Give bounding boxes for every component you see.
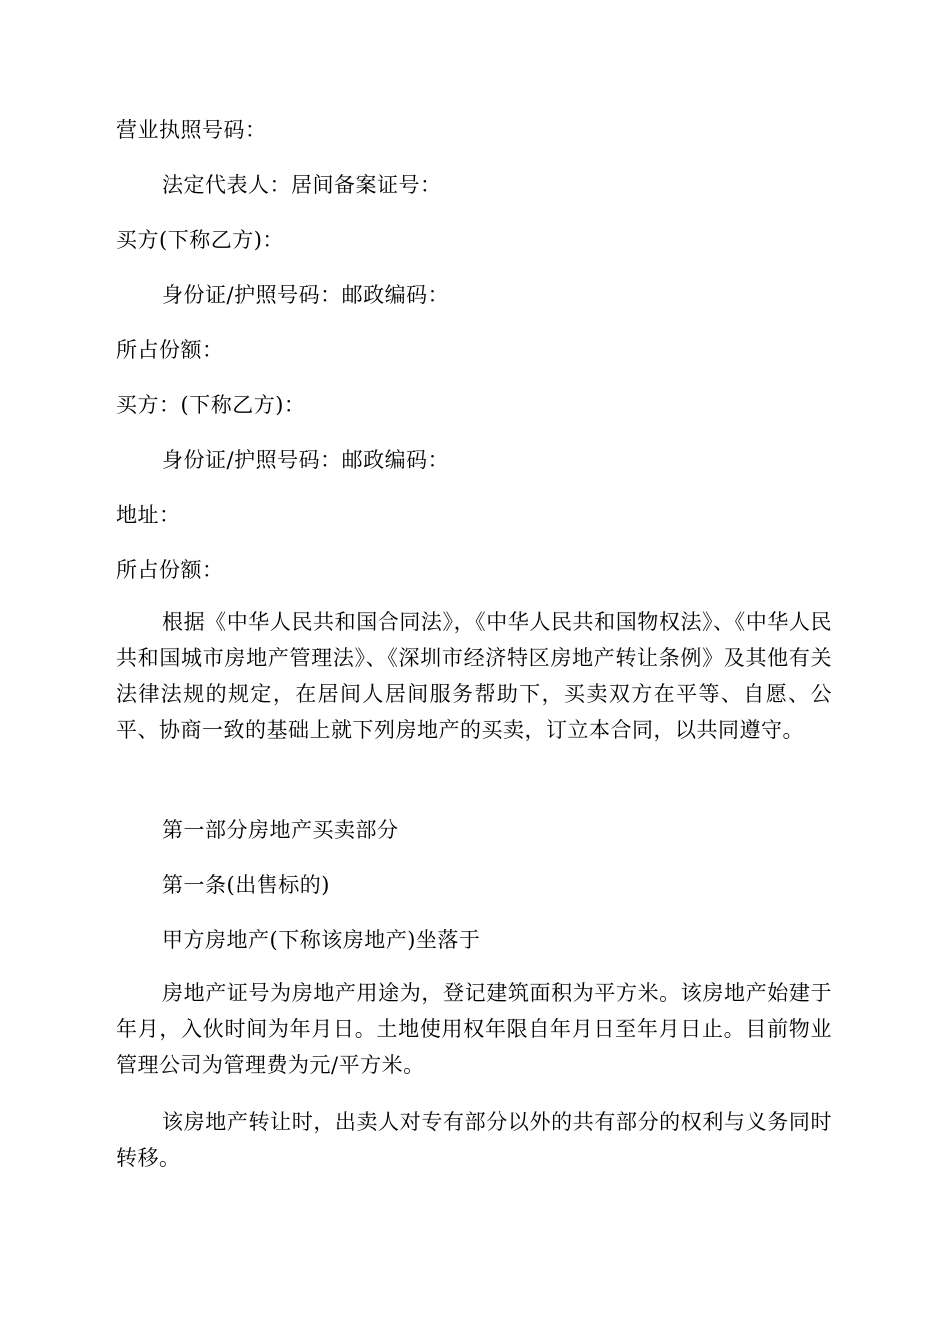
business-license-field: 营业执照号码：	[116, 118, 267, 142]
legal-representative-field: 法定代表人：居间备案证号：	[162, 173, 442, 197]
property-location-line: 甲方房地产(下称该房地产)坐落于	[162, 928, 481, 952]
legal-basis-paragraph: 根据《中华人民共和国合同法》，《中华人民共和国物权法》、《中华人民共和国城市房地产管理法》、《深圳市经济特区房地产转让条例》及其他有关法律法规的规定，在居间人居间服务帮助下，买卖双方在平等、自愿、公平、协商一致的基础上就下列房地产的买卖，订立本合同，以共同遵守。	[116, 610, 832, 742]
article-one-title: 第一条(出售标的)	[162, 873, 330, 897]
common-rights-paragraph: 该房地产转让时，出卖人对专有部分以外的共有部分的权利与义务同时转移。	[116, 1110, 832, 1170]
buyer-one-id-field: 身份证/护照号码：邮政编码：	[162, 283, 450, 307]
property-details-paragraph: 房地产证号为房地产用途为，登记建筑面积为平方米。该房地产始建于年月，入伙时间为年月日。土地使用权年限自年月日至年月日止。目前物业管理公司为管理费为元/平方米。	[116, 981, 832, 1077]
buyer-one-heading: 买方(下称乙方)：	[116, 228, 284, 252]
part-one-title: 第一部分房地产买卖部分	[162, 818, 399, 842]
buyer-two-address-field: 地址：	[116, 503, 181, 527]
buyer-one-share-field: 所占份额：	[116, 338, 224, 362]
buyer-two-id-field: 身份证/护照号码：邮政编码：	[162, 448, 450, 472]
buyer-two-share-field: 所占份额：	[116, 558, 224, 582]
buyer-two-heading: 买方：(下称乙方)：	[116, 393, 306, 417]
